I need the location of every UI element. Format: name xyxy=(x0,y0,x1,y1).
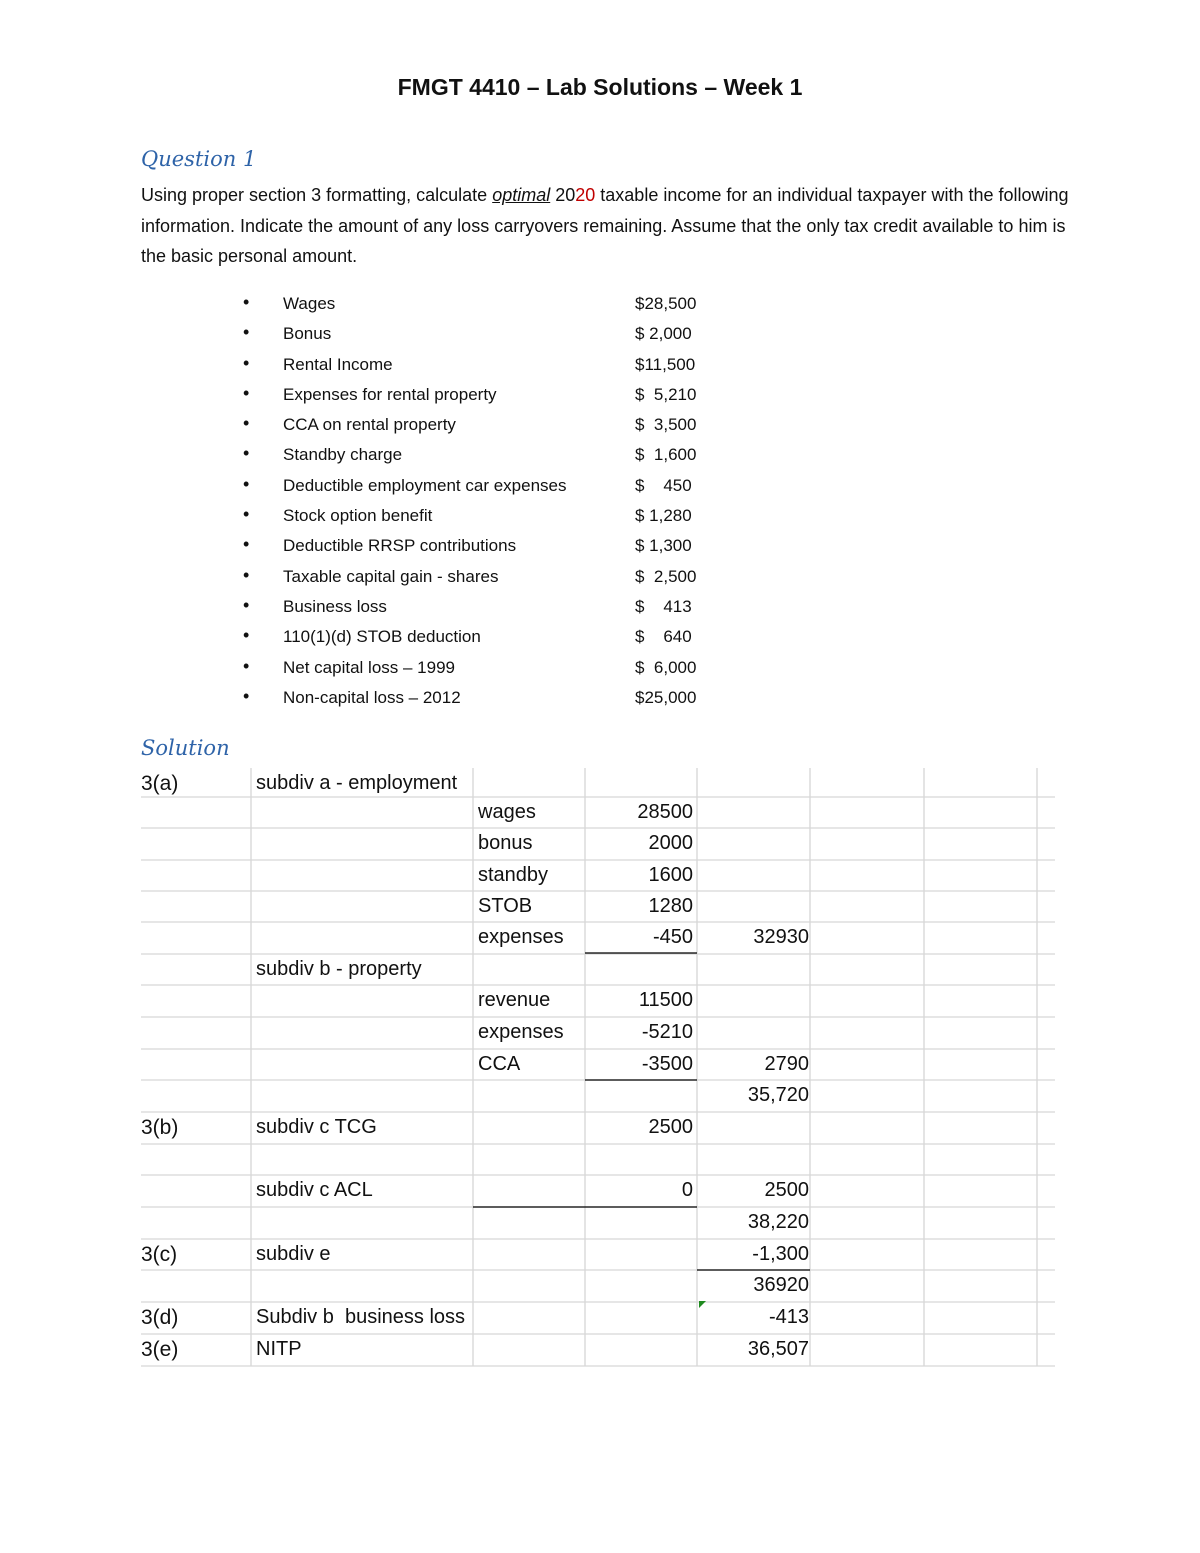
question-heading: Question 1 xyxy=(141,147,257,171)
bullet-icon: • xyxy=(243,382,250,403)
item-amount: $28,500 xyxy=(635,294,697,313)
bullet-icon: • xyxy=(243,443,250,464)
item-cell[interactable]: CCA xyxy=(478,1053,521,1075)
subdivision-cell[interactable]: subdiv c TCG xyxy=(256,1116,377,1138)
item-label: Deductible employment car expenses xyxy=(283,475,567,495)
list-item xyxy=(243,320,763,350)
section-ref-cell[interactable]: 3(e) xyxy=(141,1338,179,1361)
section-ref-cell[interactable]: 3(c) xyxy=(141,1243,178,1266)
item-amount: $ 3,500 xyxy=(635,415,697,435)
section-ref-cell[interactable]: 3(d) xyxy=(141,1306,179,1329)
amount-cell[interactable]: -450 xyxy=(652,926,693,948)
given-information-list xyxy=(243,290,763,714)
subtotal-cell[interactable]: -1,300 xyxy=(752,1243,809,1265)
optimal-emphasis: optimal xyxy=(492,185,551,205)
subtotal-cell[interactable]: 35,720 xyxy=(747,1084,809,1106)
amount-cell[interactable]: 11500 xyxy=(638,989,693,1011)
subdivision-cell[interactable]: subdiv b - property xyxy=(256,958,422,980)
item-cell[interactable]: wages xyxy=(478,801,536,823)
item-label: Bonus xyxy=(283,324,332,344)
amount-cell[interactable]: 28500 xyxy=(637,801,693,823)
section-ref-cell[interactable]: 3(a) xyxy=(141,772,179,795)
list-item xyxy=(243,472,763,502)
list-item xyxy=(243,654,763,684)
bullet-icon: • xyxy=(243,473,250,494)
list-item xyxy=(243,563,763,593)
item-label: Taxable capital gain - shares xyxy=(283,566,499,586)
item-label: Wages xyxy=(283,294,336,313)
amount-cell[interactable]: -3500 xyxy=(641,1053,693,1075)
solution-heading: Solution xyxy=(141,736,230,760)
amount-cell[interactable]: 2000 xyxy=(648,832,693,854)
item-label: Stock option benefit xyxy=(283,506,433,526)
item-label: CCA on rental property xyxy=(283,415,456,435)
item-label: Non-capital loss – 2012 xyxy=(283,687,461,707)
list-item xyxy=(243,290,763,320)
item-amount: $ 1,300 xyxy=(635,536,692,556)
item-amount: $25,000 xyxy=(635,687,697,707)
list-item xyxy=(243,502,763,532)
bullet-icon: • xyxy=(243,322,250,343)
subtotal-cell[interactable]: 36920 xyxy=(753,1274,809,1296)
year-suffix: 20 xyxy=(575,185,596,205)
item-label: Rental Income xyxy=(283,354,393,374)
item-label: Business loss xyxy=(283,596,387,616)
item-amount: $ 2,500 xyxy=(635,566,697,586)
list-item xyxy=(243,684,763,714)
list-item xyxy=(243,623,763,653)
subdivision-cell[interactable]: subdiv a - employment xyxy=(256,772,458,794)
item-cell[interactable]: standby xyxy=(478,864,549,886)
bullet-icon: • xyxy=(243,655,250,676)
bullet-icon: • xyxy=(243,292,250,312)
subdivision-cell[interactable]: subdiv c ACL xyxy=(256,1179,373,1201)
amount-cell[interactable]: 2500 xyxy=(648,1116,693,1138)
subdivision-cell[interactable]: NITP xyxy=(256,1338,302,1360)
amount-cell[interactable]: 0 xyxy=(681,1179,693,1201)
list-item xyxy=(243,532,763,562)
item-amount: $ 450 xyxy=(635,475,692,495)
item-cell[interactable]: revenue xyxy=(478,989,551,1011)
item-amount: $ 5,210 xyxy=(635,384,697,404)
item-cell[interactable]: expenses xyxy=(478,926,564,948)
cell-comment-indicator-icon xyxy=(699,1301,706,1308)
bullet-icon: • xyxy=(243,685,250,706)
amount-cell[interactable]: -5210 xyxy=(641,1021,693,1043)
section-ref-cell[interactable]: 3(b) xyxy=(141,1116,179,1139)
item-amount: $11,500 xyxy=(635,354,696,374)
subtotal-cell[interactable]: 38,220 xyxy=(747,1211,809,1233)
question-text-part-1: Using proper section 3 formatting, calculate xyxy=(141,185,493,205)
item-label: Expenses for rental property xyxy=(283,384,497,404)
item-cell[interactable]: expenses xyxy=(478,1021,564,1043)
item-cell[interactable]: bonus xyxy=(478,832,533,854)
subdivision-cell[interactable]: subdiv e xyxy=(256,1243,331,1265)
bullet-icon: • xyxy=(243,625,250,646)
bullet-icon: • xyxy=(243,534,250,555)
item-amount: $ 1,280 xyxy=(635,506,692,526)
question-text-part-2: taxable income for an individual taxpayer with the following information. Indicate the amount of any loss carryovers remaining. Assume that the only tax credit available to him is the basic personal amount. xyxy=(141,185,1069,266)
item-amount: $ 413 xyxy=(635,596,692,616)
item-amount: $ 6,000 xyxy=(635,657,697,677)
bullet-icon: • xyxy=(243,413,250,434)
bullet-icon: • xyxy=(243,504,250,525)
subtotal-cell[interactable]: 36,507 xyxy=(747,1338,809,1360)
amount-cell[interactable]: 1600 xyxy=(648,864,693,886)
bullet-icon: • xyxy=(243,564,250,585)
subtotal-cell[interactable]: 2500 xyxy=(764,1179,809,1201)
item-amount: $ 2,000 xyxy=(635,324,692,344)
item-label: 110(1)(d) STOB deduction xyxy=(283,627,481,647)
question-text xyxy=(141,180,1071,272)
list-item xyxy=(243,593,763,623)
amount-cell[interactable]: 1280 xyxy=(648,895,693,917)
item-amount: $ 1,600 xyxy=(635,445,697,465)
list-item xyxy=(243,351,763,381)
list-item xyxy=(243,441,763,471)
subtotal-cell[interactable]: -413 xyxy=(768,1306,809,1328)
item-label: Net capital loss – 1999 xyxy=(283,657,455,677)
subtotal-cell[interactable]: 32930 xyxy=(753,926,809,948)
item-label: Deductible RRSP contributions xyxy=(283,536,517,556)
bullet-icon: • xyxy=(243,594,250,615)
list-item xyxy=(243,381,763,411)
item-cell[interactable]: STOB xyxy=(478,895,533,917)
bullet-icon: • xyxy=(243,352,250,373)
item-amount: $ 640 xyxy=(635,627,692,647)
item-label: Standby charge xyxy=(283,445,403,465)
subdivision-cell[interactable]: Subdiv b business loss xyxy=(256,1306,466,1328)
list-item xyxy=(243,411,763,441)
year-prefix: 20 xyxy=(550,185,576,205)
page-title: FMGT 4410 – Lab Solutions – Week 1 xyxy=(397,74,803,100)
subtotal-cell[interactable]: 2790 xyxy=(764,1053,809,1075)
